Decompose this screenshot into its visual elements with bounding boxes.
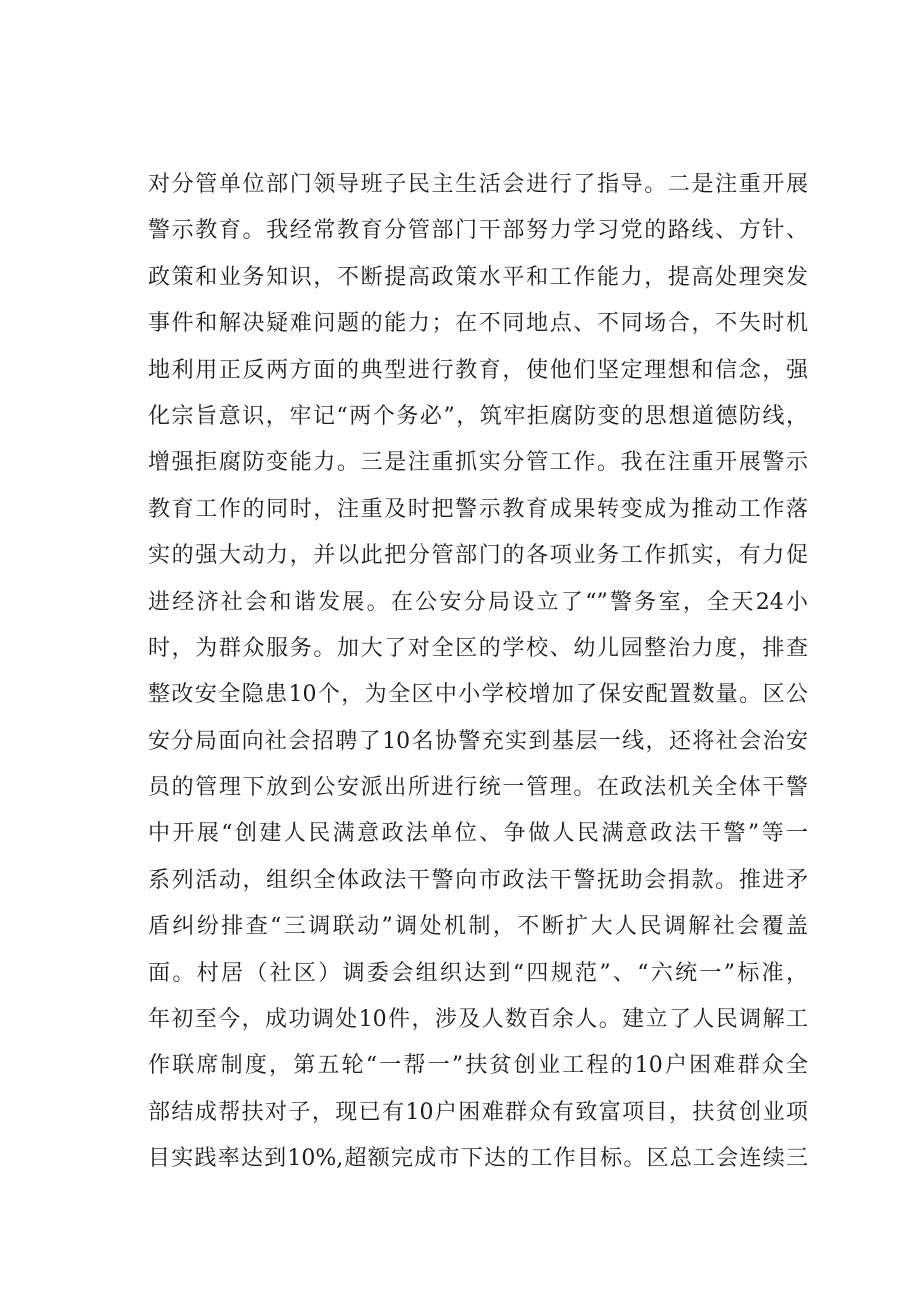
text-line: 实的强大动力，并以此把分管部门的各项业务工作抓实，有力促 [148, 543, 808, 569]
text-line: 整改安全隐患10个，为全区中小学校增加了保安配置数量。区公 [148, 682, 808, 708]
text-line: 员的管理下放到公安派出所进行统一管理。在政法机关全体干警 [148, 775, 808, 801]
text-line: 作联席制度，第五轮“一帮一”扶贫创业工程的10户困难群众全 [148, 1053, 808, 1079]
text-line: 化宗旨意识，牢记“两个务必”，筑牢拒腐防变的思想道德防线， [148, 403, 808, 429]
text-line: 中开展“创建人民满意政法单位、争做人民满意政法干警”等一 [148, 821, 808, 847]
text-line: 事件和解决疑难问题的能力；在不同地点、不同场合，不失时机 [148, 311, 808, 337]
text-line: 年初至今，成功调处10件，涉及人数百余人。建立了人民调解工 [148, 1007, 808, 1033]
text-line: 部结成帮扶对子，现已有10户困难群众有致富项目，扶贫创业项 [148, 1099, 808, 1125]
text-line: 系列活动，组织全体政法干警向市政法干警抚助会捐款。推进矛 [148, 867, 808, 893]
text-line: 地利用正反两方面的典型进行教育，使他们坚定理想和信念，强 [148, 357, 808, 383]
text-line: 政策和业务知识，不断提高政策水平和工作能力，提高处理突发 [148, 264, 808, 290]
text-line: 警示教育。我经常教育分管部门干部努力学习党的路线、方针、 [148, 218, 808, 244]
text-line: 盾纠纷排查“三调联动”调处机制，不断扩大人民调解社会覆盖 [148, 914, 808, 940]
text-line: 时，为群众服务。加大了对全区的学校、幼儿园整治力度，排查 [148, 635, 808, 661]
body-paragraph [148, 162, 808, 1183]
text-line: 面。村居（社区）调委会组织达到“四规范”、“六统一”标准， [148, 960, 808, 986]
text-line: 进经济社会和谐发展。在公安分局设立了“”警务室，全天24小 [148, 589, 808, 615]
text-line: 安分局面向社会招聘了10名协警充实到基层一线，还将社会治安 [148, 728, 808, 754]
text-line: 对分管单位部门领导班子民主生活会进行了指导。二是注重开展 [148, 172, 808, 197]
text-line: 教育工作的同时，注重及时把警示教育成果转变成为推动工作落 [148, 496, 808, 522]
text-line: 增强拒腐防变能力。三是注重抓实分管工作。我在注重开展警示 [148, 450, 808, 476]
text-line: 目实践率达到10%,超额完成市下达的工作目标。区总工会连续三 [148, 1146, 808, 1172]
